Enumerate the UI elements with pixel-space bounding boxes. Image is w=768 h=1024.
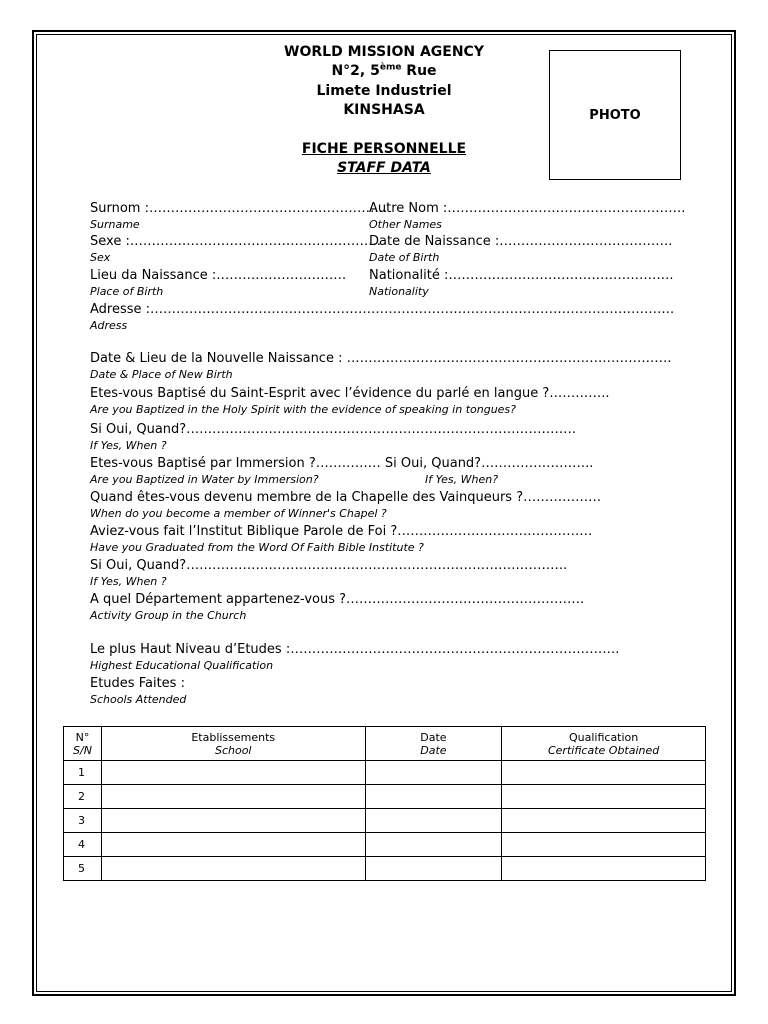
date-cell[interactable] bbox=[365, 833, 502, 857]
date-of-birth-field[interactable]: Date de Naissance :…………………………………. bbox=[369, 234, 673, 249]
immersion-baptism-label-en: Are you Baptized in Water by Immersion? bbox=[90, 473, 319, 486]
department-label-en: Activity Group in the Church bbox=[90, 609, 247, 622]
nationality-field[interactable]: Nationalité :……………………………………………. bbox=[369, 268, 674, 283]
org-name: WORLD MISSION AGENCY bbox=[284, 44, 484, 60]
education-level-label-en: Highest Educational Qualification bbox=[90, 659, 274, 672]
if-yes-when-label-1: If Yes, When ? bbox=[90, 439, 167, 452]
table-row bbox=[64, 785, 706, 809]
immersion-when-label-en: If Yes, When? bbox=[425, 473, 499, 486]
school-cell[interactable] bbox=[101, 761, 365, 785]
address-line: N°2, 5ème Rue bbox=[331, 62, 437, 79]
immersion-baptism-field[interactable]: Etes-vous Baptisé par Immersion ?…………… Si Oui, Quand?…………………….. bbox=[90, 456, 594, 471]
row-number: 2 bbox=[64, 785, 102, 809]
row-number: 1 bbox=[64, 761, 102, 785]
photo-label: PHOTO bbox=[589, 107, 641, 123]
table-row bbox=[64, 857, 706, 881]
date-of-birth-label-en: Date of Birth bbox=[369, 251, 440, 264]
col-header-sn: N° S/N bbox=[64, 727, 102, 761]
date-cell[interactable] bbox=[365, 761, 502, 785]
education-level-field[interactable]: Le plus Haut Niveau d’Etudes :…………………………………………………………………. bbox=[90, 642, 620, 657]
place-of-birth-field[interactable]: Lieu da Naissance :………………………… bbox=[90, 268, 347, 283]
col-header-qualification: Qualification Certificate Obtained bbox=[502, 727, 706, 761]
address-field[interactable]: Adresse :…………………………………………………………………………………………………………. bbox=[90, 302, 675, 317]
table-row bbox=[64, 809, 706, 833]
new-birth-field[interactable]: Date & Lieu de la Nouvelle Naissance : ………………………………………………………………… bbox=[90, 351, 672, 366]
surname-field[interactable]: Surnom :………………………………………………. bbox=[90, 201, 388, 216]
school-cell[interactable] bbox=[101, 857, 365, 881]
bible-institute-field[interactable]: Aviez-vous fait l’Institut Biblique Parole de Foi ?……………………………………… bbox=[90, 524, 593, 539]
other-names-label-en: Other Names bbox=[369, 218, 442, 231]
table-row bbox=[64, 761, 706, 785]
row-number: 5 bbox=[64, 857, 102, 881]
qualification-cell[interactable] bbox=[502, 785, 706, 809]
surname-label-en: Surname bbox=[90, 218, 140, 231]
schools-table bbox=[63, 726, 706, 881]
qualification-cell[interactable] bbox=[502, 833, 706, 857]
if-yes-when-field-2[interactable]: Si Oui, Quand?……………………………………………………………………………. bbox=[90, 558, 568, 573]
nationality-label-en: Nationality bbox=[369, 285, 429, 298]
place-of-birth-label-en: Place of Birth bbox=[90, 285, 164, 298]
date-cell[interactable] bbox=[365, 857, 502, 881]
district: Limete Industriel bbox=[316, 83, 452, 99]
holy-spirit-baptism-label-en: Are you Baptized in the Holy Spirit with the evidence of speaking in tongues? bbox=[90, 403, 517, 416]
membership-label-en: When do you become a member of Winner's Chapel ? bbox=[90, 507, 387, 520]
city: KINSHASA bbox=[343, 102, 425, 118]
schools-attended-heading: Etudes Faites : bbox=[90, 676, 185, 691]
table-row bbox=[64, 833, 706, 857]
col-header-date: Date Date bbox=[365, 727, 502, 761]
department-field[interactable]: A quel Département appartenez-vous ?………………………………………………. bbox=[90, 592, 585, 607]
school-cell[interactable] bbox=[101, 809, 365, 833]
row-number: 4 bbox=[64, 833, 102, 857]
if-yes-when-label-2: If Yes, When ? bbox=[90, 575, 167, 588]
if-yes-when-field-1[interactable]: Si Oui, Quand?……………………………………………………………………………… bbox=[90, 422, 577, 437]
col-header-school: Etablissements School bbox=[101, 727, 365, 761]
date-cell[interactable] bbox=[365, 785, 502, 809]
other-names-field[interactable]: Autre Nom :………………………………………………. bbox=[369, 201, 686, 216]
school-cell[interactable] bbox=[101, 785, 365, 809]
form-title-fr: FICHE PERSONNELLE bbox=[301, 141, 467, 157]
row-number: 3 bbox=[64, 809, 102, 833]
qualification-cell[interactable] bbox=[502, 857, 706, 881]
date-cell[interactable] bbox=[365, 809, 502, 833]
qualification-cell[interactable] bbox=[502, 761, 706, 785]
holy-spirit-baptism-field[interactable]: Etes-vous Baptisé du Saint-Esprit avec l’évidence du parlé en langue ?………….. bbox=[90, 386, 610, 401]
qualification-cell[interactable] bbox=[502, 809, 706, 833]
form-title-en: STAFF DATA bbox=[337, 160, 431, 176]
sex-field[interactable]: Sexe :…………………………………………………. bbox=[90, 234, 381, 249]
bible-institute-label-en: Have you Graduated from the Word Of Faith Bible Institute ? bbox=[90, 541, 424, 554]
address-label-en: Adress bbox=[90, 319, 128, 332]
schools-attended-label-en: Schools Attended bbox=[90, 693, 187, 706]
membership-field[interactable]: Quand êtes-vous devenu membre de la Chapelle des Vainqueurs ?……………… bbox=[90, 490, 602, 505]
new-birth-label-en: Date & Place of New Birth bbox=[90, 368, 233, 381]
sex-label-en: Sex bbox=[90, 251, 111, 264]
table-header-row bbox=[64, 727, 706, 761]
school-cell[interactable] bbox=[101, 833, 365, 857]
